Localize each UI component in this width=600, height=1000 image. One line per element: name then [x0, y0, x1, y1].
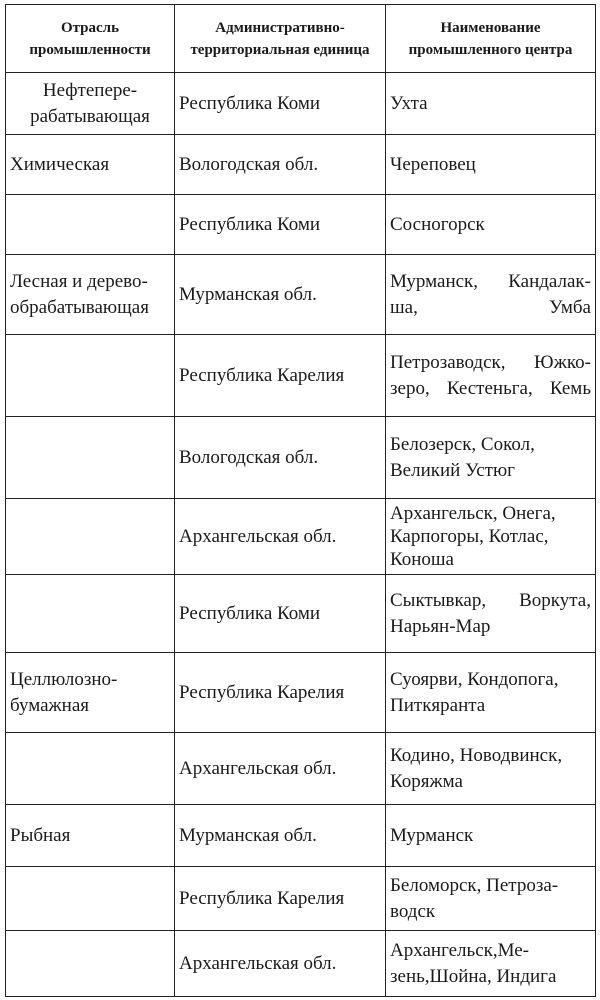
industry-cell	[6, 733, 175, 805]
region-cell: Мурманская обл.	[175, 805, 386, 867]
region-cell: Архангельская обл.	[175, 931, 386, 997]
centers-cell: Сосногорск	[386, 195, 596, 255]
region-cell: Архангельская обл.	[175, 499, 386, 575]
region-cell: Вологодская обл.	[175, 417, 386, 499]
region-cell: Республика Коми	[175, 575, 386, 653]
region-cell: Республика Карелия	[175, 867, 386, 931]
table-header	[6, 5, 596, 73]
table-row	[6, 867, 596, 931]
centers-cell: Петрозаводск, Южко- зеро, Кестеньга, Кемь	[386, 335, 596, 417]
centers-cell: Архангельск, Онега, Карпогоры, Котлас, Коноша	[386, 499, 596, 575]
table-row	[6, 255, 596, 335]
centers-cell: Беломорск, Петроза- водск	[386, 867, 596, 931]
region-cell: Мурманская обл.	[175, 255, 386, 335]
centers-cell: Суоярви, Кондопога, Питкяранта	[386, 653, 596, 733]
region-cell: Республика Карелия	[175, 335, 386, 417]
centers-cell: Кодино, Новодвинск, Коряжма	[386, 733, 596, 805]
industry-cell: Рыбная	[6, 805, 175, 867]
table-row	[6, 195, 596, 255]
region-cell: Архангельская обл.	[175, 733, 386, 805]
industry-cell: Нефтепере- рабатывающая	[6, 73, 175, 135]
centers-cell: Череповец	[386, 135, 596, 195]
industry-cell	[6, 195, 175, 255]
centers-cell: Мурманск	[386, 805, 596, 867]
industry-cell	[6, 867, 175, 931]
industry-cell	[6, 335, 175, 417]
industry-centers-table	[5, 4, 596, 997]
table-row	[6, 733, 596, 805]
region-cell: Республика Карелия	[175, 653, 386, 733]
table-row	[6, 335, 596, 417]
header-row	[6, 5, 596, 73]
industry-cell: Лесная и дерево- обрабатывающая	[6, 255, 175, 335]
table-row	[6, 417, 596, 499]
header-center: Наименование промышленного центра	[386, 5, 596, 73]
industry-cell	[6, 417, 175, 499]
industry-cell	[6, 499, 175, 575]
industry-cell	[6, 575, 175, 653]
table-body	[6, 73, 596, 997]
region-cell: Вологодская обл.	[175, 135, 386, 195]
centers-cell: Белозерск, Сокол, Великий Устюг	[386, 417, 596, 499]
table-row	[6, 575, 596, 653]
table-row	[6, 135, 596, 195]
industry-cell: Целлюлозно- бумажная	[6, 653, 175, 733]
table-row	[6, 73, 596, 135]
header-industry: Отрасль промышленности	[6, 5, 175, 73]
table-row	[6, 931, 596, 997]
table-row	[6, 805, 596, 867]
centers-cell: Мурманск, Кандалак- ша, Умба	[386, 255, 596, 335]
region-cell: Республика Коми	[175, 73, 386, 135]
region-cell: Республика Коми	[175, 195, 386, 255]
centers-cell: Сыктывкар, Воркута, Нарьян-Мар	[386, 575, 596, 653]
centers-cell: Архангельск,Ме- зень,Шойна, Индига	[386, 931, 596, 997]
header-region: Административно- территориальная единица	[175, 5, 386, 73]
industry-cell	[6, 931, 175, 997]
table-row	[6, 499, 596, 575]
industry-cell: Химическая	[6, 135, 175, 195]
table-row	[6, 653, 596, 733]
centers-cell: Ухта	[386, 73, 596, 135]
